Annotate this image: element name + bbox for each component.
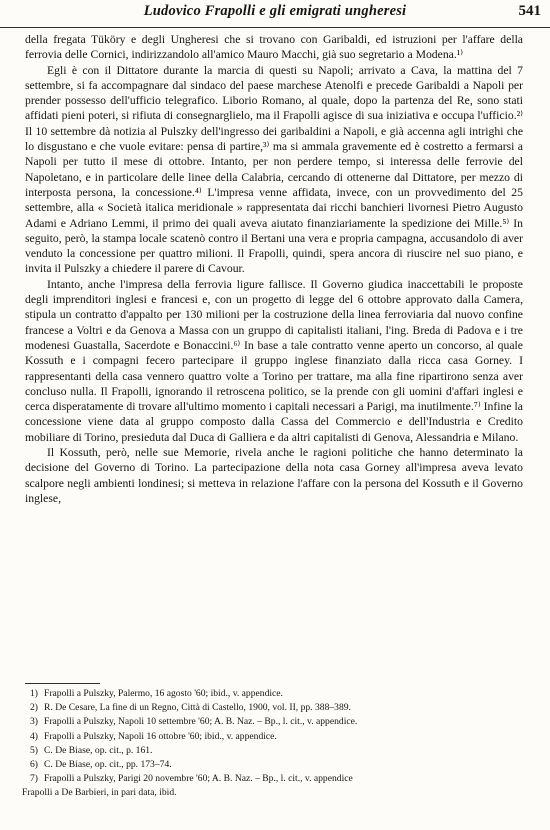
footnote-rule xyxy=(25,683,100,684)
footnote-text: C. De Biase, op. cit., pp. 173–74. xyxy=(44,759,172,771)
paragraph: Intanto, anche l'impresa della ferrovia ligure fallisce. Il Governo giudica inaccettabili le proposte degli imprenditori inglesi e francesi e, con un progetto di legge del 6 ottobre approvato dalla Camera, stipula un contratto d'appalto per 130 milioni per la costruzione della linea ferroviaria dal nuovo confine francese a Voltri e da Genova a Massa con un gruppo di capitalisti italiani, l'ing. Breda di Padova e i tre modenesi Guastalla, Sacerdote e Bonaccini.⁶⁾ In base a tale contratto venne aperto un concorso, al quale Kossuth e i compagni fecero partecipare il gruppo inglese finanziato dalla ricca casa Gorney. I rappresentanti della casa vennero quattro volte a Torino per trattare, ma alla fine ripartirono senza aver concluso nulla. Il Frapolli, ignorando il retroscena politico, se la prende con gli uomini d'affari inglesi e cerca disperatamente di trovare all'ultimo momento i capitali necessari a Parigi, ma inutilmente.⁷⁾ Infine la concessione viene data al gruppo composto dalla Cassa del Commercio e dell'Industria e Credito mobiliare di Torino, presieduta dal Duca di Galliera e da altri capitalisti di Genova, Alessandria e Milano. xyxy=(25,277,523,444)
footnote-number: 6) xyxy=(30,759,38,771)
footnote-text: R. De Cesare, La fine di un Regno, Città di Castello, 1900, vol. II, pp. 388–389. xyxy=(44,702,351,714)
footnote-number: 4) xyxy=(30,730,38,742)
footnote-text: Frapolli a De Barbieri, in pari data, ibid. xyxy=(22,787,177,799)
footnote-text: C. De Biase, op. cit., p. 161. xyxy=(44,744,153,756)
footnotes xyxy=(22,687,522,801)
running-header xyxy=(0,3,550,25)
header-rule xyxy=(0,27,550,28)
page-number: 541 xyxy=(518,3,541,19)
footnote xyxy=(22,758,522,772)
footnote xyxy=(22,772,522,786)
footnote-text: Frapolli a Pulszky, Palermo, 16 agosto '60; ibid., v. appendice. xyxy=(44,688,283,699)
footnote xyxy=(22,715,522,729)
footnote-text: Frapolli a Pulszky, Parigi 20 novembre '60; A. B. Naz. – Bp., l. cit., v. appendice xyxy=(44,773,353,785)
footnote-continuation xyxy=(22,786,522,800)
footnote xyxy=(22,744,522,758)
footnote-text: Frapolli a Pulszky, Napoli 10 settembre '60; A. B. Naz. – Bp., l. cit., v. appendice. xyxy=(44,716,358,728)
footnote-number: 2) xyxy=(30,702,38,714)
footnote xyxy=(22,687,522,701)
paragraph: Egli è con il Dittatore durante la marcia di questi su Napoli; arrivato a Cava, la mattina del 7 settembre, si fa accompagnare dal sindaco del paese marchese Atenolfi e precede Garibaldi a Napoli per prender possesso dell'ufficio telegrafico. Liborio Romano, al quale, dopo la partenza del Re, sono stati affidati pieni poteri, si rifiuta di consegnarglielo, ma il Frapolli agisce di sua iniziativa e occupa l'ufficio.²⁾ Il 10 settembre dà notizia al Pulszky dell'ingresso dei garibaldini a Napoli, e già accenna agli intrighi che lo disgustano e che vuole evitare: pensa di partire,³⁾ ma si ammala gravemente ed è costretto a fermarsi a Napoli per tutto il mese di ottobre. Intanto, per non perdere tempo, si interessa delle ferrovie del Napoletano, e in particolare delle linee della Calabria, cercando di ottenerne dal Dittatore, per mezzo di interposta persona, la concessione.⁴⁾ L'impresa venne affidata, invece, con un provvedimento del 25 settembre, alla « Società italica meridionale » rappresentata dai ricchi banchieri livornesi Pietro Augusto Adami e Adriano Lemmi, il primo dei quali aveva aiutato finanziariamente la spedizione dei Mille.⁵⁾ In seguito, però, la stampa locale scatenò contro il Bertani una vera e propria campagna, accusandolo di aver venduto la concessione per quattro milioni. Il Frapolli, quindi, spera ancora di riuscire nel suo piano, e invita il Pulszky a chiedere il parere di Cavour. xyxy=(25,63,523,276)
footnote-number: 7) xyxy=(30,773,38,785)
footnote-number: 1) xyxy=(30,688,38,699)
footnote xyxy=(22,701,522,715)
running-title: Ludovico Frapolli e gli emigrati ungheresi xyxy=(143,3,407,19)
paragraph: della fregata Tüköry e degli Ungheresi che si trovano con Garibaldi, ed istruzioni per l'affare della ferrovia delle Cornici, indirizzandolo all'amico Mauro Macchi, già suo segretario a Modena.¹⁾ xyxy=(25,33,523,62)
paragraph: Il Kossuth, però, nelle sue Memorie, rivela anche le ragioni politiche che hanno determinato la decisione del Governo di Torino. La partecipazione della nota casa Gorney all'impresa aveva levato scalpore negli ambienti londinesi; si metteva in relazione l'affare con la persona del Kossuth e il Governo inglese, xyxy=(25,446,523,505)
footnote-number: 3) xyxy=(30,716,38,728)
body-text xyxy=(25,32,523,506)
footnote-number: 5) xyxy=(30,744,38,756)
footnote-text: Frapolli a Pulszky, Napoli 16 ottobre '60; ibid., v. appendice. xyxy=(44,730,277,742)
footnote xyxy=(22,730,522,744)
